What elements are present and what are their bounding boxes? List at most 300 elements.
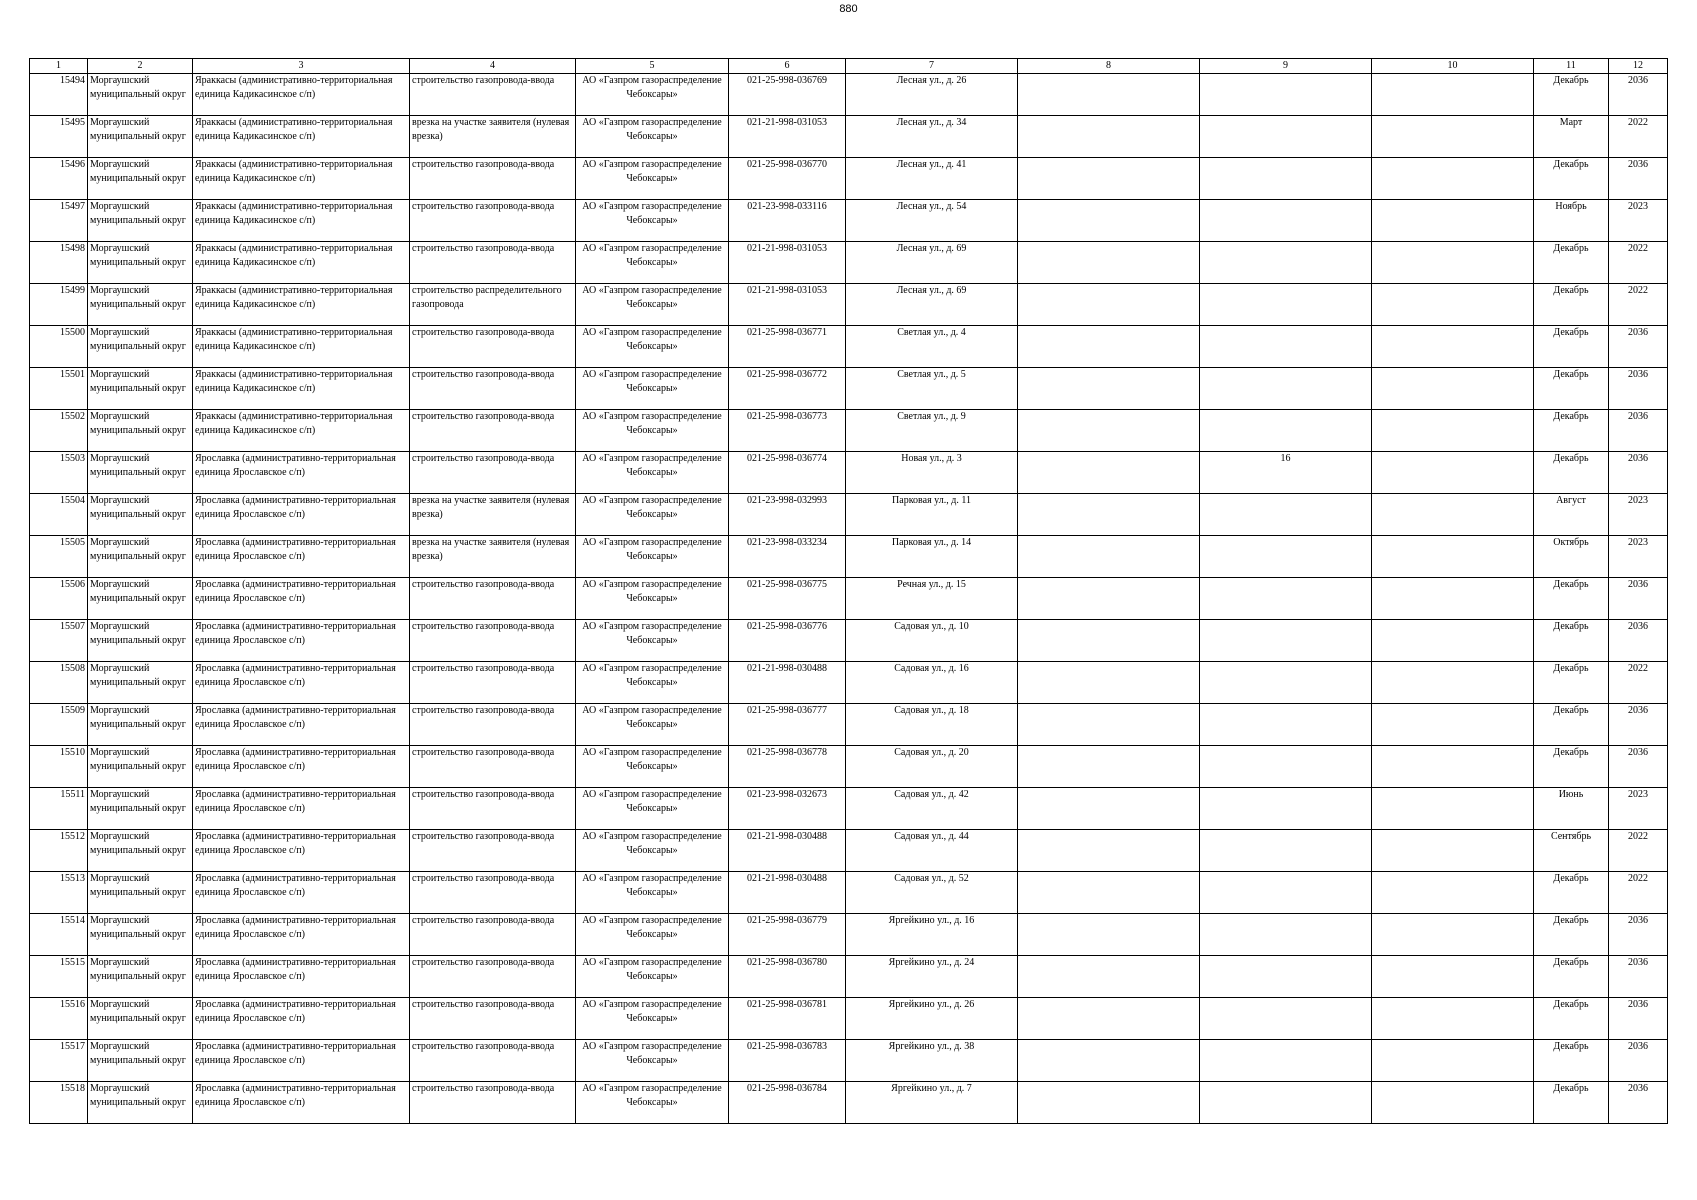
locality-cell	[193, 536, 410, 578]
column-8-cell-text	[1020, 746, 1197, 787]
address-cell-text: Лесная ул., д. 69	[896, 285, 967, 296]
work-type-cell	[410, 1040, 576, 1082]
row-number-cell-text: 15515	[60, 957, 85, 968]
row-number-cell	[30, 914, 88, 956]
locality-cell	[193, 998, 410, 1040]
organization-cell	[576, 1082, 729, 1124]
district-cell-text: Моргаушский муниципальный округ	[90, 663, 186, 688]
year-cell	[1609, 74, 1668, 116]
column-8-cell-text	[1020, 872, 1197, 913]
locality-cell	[193, 1082, 410, 1124]
locality-cell	[193, 914, 410, 956]
table-row	[30, 914, 1668, 956]
column-10-cell	[1372, 200, 1534, 242]
table-row	[30, 578, 1668, 620]
row-number-cell	[30, 704, 88, 746]
column-10-cell-text	[1374, 116, 1531, 157]
locality-cell-text: Ярославка (административно-территориальная единица Ярославское с/п)	[195, 915, 396, 940]
month-cell	[1534, 1040, 1609, 1082]
work-type-cell-text: строительство распределительного газопровода	[412, 285, 562, 310]
code-cell-text: 021-21-998-030488	[747, 873, 827, 884]
year-cell	[1609, 410, 1668, 452]
organization-cell-text: АО «Газпром газораспределение Чебоксары»	[582, 327, 722, 352]
column-8-cell-text	[1020, 116, 1197, 157]
column-9-cell-text	[1202, 914, 1369, 955]
district-cell-text: Моргаушский муниципальный округ	[90, 285, 186, 310]
column-9-cell-text	[1202, 662, 1369, 703]
code-cell	[729, 578, 846, 620]
district-cell-text: Моргаушский муниципальный округ	[90, 747, 186, 772]
locality-cell	[193, 620, 410, 662]
column-8-cell-text	[1020, 1082, 1197, 1123]
column-9-cell	[1200, 704, 1372, 746]
column-8-cell	[1018, 578, 1200, 620]
column-8-cell-text	[1020, 1040, 1197, 1081]
district-cell	[88, 74, 193, 116]
work-type-cell	[410, 578, 576, 620]
district-cell-text: Моргаушский муниципальный округ	[90, 537, 186, 562]
locality-cell-text: Ярославка (административно-территориальная единица Ярославское с/п)	[195, 747, 396, 772]
column-8-cell	[1018, 74, 1200, 116]
row-number-cell-text: 15499	[60, 285, 85, 296]
district-cell	[88, 704, 193, 746]
column-10-cell	[1372, 830, 1534, 872]
column-header-11: 11	[1534, 59, 1609, 74]
month-cell-text: Август	[1556, 495, 1586, 506]
row-number-cell-text: 15514	[60, 915, 85, 926]
month-cell	[1534, 746, 1609, 788]
work-type-cell-text: строительство газопровода-ввода	[412, 915, 555, 926]
locality-cell	[193, 116, 410, 158]
work-type-cell-text: строительство газопровода-ввода	[412, 1083, 555, 1094]
column-9-cell	[1200, 998, 1372, 1040]
month-cell	[1534, 578, 1609, 620]
year-cell	[1609, 662, 1668, 704]
row-number-cell-text: 15498	[60, 243, 85, 254]
work-type-cell	[410, 872, 576, 914]
column-10-cell-text	[1374, 914, 1531, 955]
column-8-cell	[1018, 452, 1200, 494]
year-cell-text: 2036	[1628, 1041, 1648, 1052]
column-9-cell	[1200, 494, 1372, 536]
month-cell	[1534, 914, 1609, 956]
table-row	[30, 704, 1668, 746]
row-number-cell-text: 15505	[60, 537, 85, 548]
locality-cell-text: Ярославка (административно-территориальная единица Ярославское с/п)	[195, 663, 396, 688]
column-8-cell	[1018, 116, 1200, 158]
column-8-cell-text	[1020, 368, 1197, 409]
code-cell	[729, 872, 846, 914]
locality-cell	[193, 368, 410, 410]
district-cell-text: Моргаушский муниципальный округ	[90, 369, 186, 394]
table-row	[30, 872, 1668, 914]
work-type-cell-text: строительство газопровода-ввода	[412, 1041, 555, 1052]
locality-cell	[193, 662, 410, 704]
address-cell	[846, 158, 1018, 200]
locality-cell-text: Ярославка (административно-территориальная единица Ярославское с/п)	[195, 873, 396, 898]
locality-cell-text: Яраккасы (административно-территориальная единица Кадикасинское с/п)	[195, 159, 393, 184]
work-type-cell-text: строительство газопровода-ввода	[412, 747, 555, 758]
month-cell	[1534, 788, 1609, 830]
column-8-cell	[1018, 662, 1200, 704]
column-9-cell	[1200, 242, 1372, 284]
column-10-cell-text	[1374, 662, 1531, 703]
code-cell-text: 021-25-998-036774	[747, 453, 827, 464]
code-cell-text: 021-25-998-036784	[747, 1083, 827, 1094]
year-cell-text: 2036	[1628, 369, 1648, 380]
column-9-cell	[1200, 662, 1372, 704]
organization-cell	[576, 200, 729, 242]
district-cell-text: Моргаушский муниципальный округ	[90, 915, 186, 940]
locality-cell	[193, 158, 410, 200]
column-10-cell	[1372, 620, 1534, 662]
organization-cell-text: АО «Газпром газораспределение Чебоксары»	[582, 999, 722, 1024]
locality-cell-text: Ярославка (административно-территориальная единица Ярославское с/п)	[195, 495, 396, 520]
column-header-8: 8	[1018, 59, 1200, 74]
district-cell	[88, 914, 193, 956]
column-9-cell-text	[1202, 326, 1369, 367]
column-10-cell	[1372, 1040, 1534, 1082]
address-cell-text: Садовая ул., д. 18	[894, 705, 969, 716]
locality-cell	[193, 746, 410, 788]
address-cell	[846, 620, 1018, 662]
code-cell	[729, 1082, 846, 1124]
year-cell	[1609, 368, 1668, 410]
organization-cell-text: АО «Газпром газораспределение Чебоксары»	[582, 117, 722, 142]
column-8-cell	[1018, 956, 1200, 998]
district-cell-text: Моргаушский муниципальный округ	[90, 621, 186, 646]
address-cell	[846, 368, 1018, 410]
work-type-cell	[410, 788, 576, 830]
month-cell-text: Декабрь	[1553, 327, 1589, 338]
row-number-cell-text: 15517	[60, 1041, 85, 1052]
month-cell	[1534, 872, 1609, 914]
code-cell	[729, 116, 846, 158]
column-header-10: 10	[1372, 59, 1534, 74]
column-8-cell	[1018, 914, 1200, 956]
work-type-cell	[410, 452, 576, 494]
locality-cell-text: Ярославка (административно-территориальная единица Ярославское с/п)	[195, 453, 396, 478]
column-10-cell-text	[1374, 494, 1531, 535]
district-cell-text: Моргаушский муниципальный округ	[90, 873, 186, 898]
locality-cell	[193, 452, 410, 494]
month-cell	[1534, 242, 1609, 284]
column-10-cell	[1372, 326, 1534, 368]
table-row	[30, 956, 1668, 998]
locality-cell-text: Ярославка (административно-территориальная единица Ярославское с/п)	[195, 621, 396, 646]
year-cell	[1609, 1040, 1668, 1082]
table-row	[30, 242, 1668, 284]
year-cell-text: 2022	[1628, 243, 1648, 254]
organization-cell	[576, 830, 729, 872]
column-10-cell-text	[1374, 410, 1531, 451]
work-type-cell	[410, 746, 576, 788]
organization-cell	[576, 578, 729, 620]
code-cell	[729, 368, 846, 410]
code-cell-text: 021-25-998-036781	[747, 999, 827, 1010]
column-8-cell	[1018, 788, 1200, 830]
row-number-cell	[30, 998, 88, 1040]
column-10-cell-text	[1374, 998, 1531, 1039]
row-number-cell	[30, 872, 88, 914]
year-cell-text: 2036	[1628, 327, 1648, 338]
code-cell	[729, 830, 846, 872]
address-cell-text: Яргейкино ул., д. 26	[888, 999, 975, 1010]
row-number-cell	[30, 830, 88, 872]
locality-cell-text: Ярославка (административно-территориальная единица Ярославское с/п)	[195, 579, 396, 604]
work-type-cell-text: строительство газопровода-ввода	[412, 999, 555, 1010]
column-8-cell	[1018, 410, 1200, 452]
column-9-cell-text	[1202, 578, 1369, 619]
district-cell	[88, 536, 193, 578]
column-9-cell	[1200, 284, 1372, 326]
locality-cell-text: Ярославка (административно-территориальная единица Ярославское с/п)	[195, 705, 396, 730]
organization-cell-text: АО «Газпром газораспределение Чебоксары»	[582, 831, 722, 856]
row-number-cell-text: 15512	[60, 831, 85, 842]
column-10-cell-text	[1374, 578, 1531, 619]
column-8-cell-text	[1020, 536, 1197, 577]
code-cell-text: 021-21-998-031053	[747, 243, 827, 254]
column-10-cell	[1372, 956, 1534, 998]
column-9-cell-text	[1202, 410, 1369, 451]
code-cell	[729, 704, 846, 746]
column-10-cell	[1372, 368, 1534, 410]
row-number-cell	[30, 410, 88, 452]
locality-cell-text: Ярославка (административно-территориальная единица Ярославское с/п)	[195, 537, 396, 562]
table-row	[30, 494, 1668, 536]
work-type-cell-text: врезка на участке заявителя (нулевая врезка)	[412, 495, 570, 520]
column-10-cell	[1372, 410, 1534, 452]
year-cell	[1609, 704, 1668, 746]
column-9-cell-text	[1202, 494, 1369, 535]
address-cell	[846, 578, 1018, 620]
address-cell	[846, 872, 1018, 914]
row-number-cell	[30, 368, 88, 410]
locality-cell	[193, 830, 410, 872]
work-type-cell-text: строительство газопровода-ввода	[412, 411, 555, 422]
column-9-cell	[1200, 536, 1372, 578]
column-9-cell	[1200, 368, 1372, 410]
year-cell-text: 2023	[1628, 495, 1648, 506]
year-cell	[1609, 242, 1668, 284]
row-number-cell	[30, 1040, 88, 1082]
column-9-cell-text	[1202, 116, 1369, 157]
table-row	[30, 368, 1668, 410]
month-cell-text: Декабрь	[1553, 915, 1589, 926]
year-cell	[1609, 536, 1668, 578]
organization-cell	[576, 410, 729, 452]
row-number-cell	[30, 746, 88, 788]
organization-cell	[576, 662, 729, 704]
month-cell-text: Декабрь	[1553, 285, 1589, 296]
code-cell	[729, 620, 846, 662]
column-10-cell-text	[1374, 746, 1531, 787]
column-9-cell	[1200, 326, 1372, 368]
address-cell-text: Садовая ул., д. 52	[894, 873, 969, 884]
work-type-cell	[410, 914, 576, 956]
locality-cell	[193, 284, 410, 326]
work-type-cell-text: строительство газопровода-ввода	[412, 159, 555, 170]
month-cell	[1534, 494, 1609, 536]
work-type-cell	[410, 200, 576, 242]
column-9-cell	[1200, 200, 1372, 242]
year-cell	[1609, 494, 1668, 536]
column-8-cell-text	[1020, 242, 1197, 283]
row-number-cell-text: 15494	[60, 75, 85, 86]
month-cell-text: Декабрь	[1553, 957, 1589, 968]
row-number-cell-text: 15497	[60, 201, 85, 212]
column-10-cell	[1372, 998, 1534, 1040]
column-9-cell-text	[1202, 1040, 1369, 1081]
code-cell	[729, 746, 846, 788]
column-9-cell-text	[1202, 830, 1369, 871]
locality-cell-text: Яраккасы (административно-территориальная единица Кадикасинское с/п)	[195, 243, 393, 268]
locality-cell	[193, 200, 410, 242]
work-type-cell	[410, 620, 576, 662]
table-row	[30, 536, 1668, 578]
column-9-cell-text	[1202, 536, 1369, 577]
column-10-cell	[1372, 284, 1534, 326]
month-cell-text: Июнь	[1558, 789, 1584, 800]
year-cell	[1609, 158, 1668, 200]
column-8-cell	[1018, 704, 1200, 746]
locality-cell-text: Яраккасы (административно-территориальная единица Кадикасинское с/п)	[195, 75, 393, 100]
organization-cell	[576, 620, 729, 662]
month-cell	[1534, 452, 1609, 494]
month-cell	[1534, 116, 1609, 158]
column-8-cell	[1018, 1082, 1200, 1124]
locality-cell	[193, 74, 410, 116]
month-cell	[1534, 200, 1609, 242]
address-cell	[846, 704, 1018, 746]
address-cell-text: Парковая ул., д. 14	[891, 537, 972, 548]
work-type-cell	[410, 74, 576, 116]
column-10-cell-text	[1374, 326, 1531, 367]
code-cell-text: 021-21-998-031053	[747, 285, 827, 296]
column-8-cell-text	[1020, 830, 1197, 871]
work-type-cell-text: строительство газопровода-ввода	[412, 789, 555, 800]
address-cell-text: Садовая ул., д. 20	[894, 747, 969, 758]
row-number-cell	[30, 116, 88, 158]
column-8-cell	[1018, 872, 1200, 914]
address-cell	[846, 74, 1018, 116]
work-type-cell	[410, 116, 576, 158]
column-9-cell-text	[1202, 200, 1369, 241]
locality-cell-text: Ярославка (административно-территориальная единица Ярославское с/п)	[195, 957, 396, 982]
table-row	[30, 158, 1668, 200]
year-cell-text: 2023	[1628, 537, 1648, 548]
code-cell-text: 021-25-998-036778	[747, 747, 827, 758]
address-cell	[846, 914, 1018, 956]
column-8-cell-text	[1020, 914, 1197, 955]
locality-cell	[193, 410, 410, 452]
column-10-cell	[1372, 494, 1534, 536]
work-type-cell	[410, 662, 576, 704]
district-cell-text: Моргаушский муниципальный округ	[90, 705, 186, 730]
column-header-5: 5	[576, 59, 729, 74]
row-number-cell	[30, 158, 88, 200]
district-cell-text: Моргаушский муниципальный округ	[90, 159, 186, 184]
address-cell	[846, 830, 1018, 872]
column-9-cell	[1200, 956, 1372, 998]
address-cell	[846, 326, 1018, 368]
district-cell	[88, 368, 193, 410]
column-10-cell-text	[1374, 872, 1531, 913]
district-cell-text: Моргаушский муниципальный округ	[90, 831, 186, 856]
year-cell	[1609, 830, 1668, 872]
organization-cell-text: АО «Газпром газораспределение Чебоксары»	[582, 873, 722, 898]
organization-cell	[576, 74, 729, 116]
year-cell	[1609, 998, 1668, 1040]
month-cell	[1534, 326, 1609, 368]
code-cell-text: 021-21-998-030488	[747, 663, 827, 674]
address-cell-text: Лесная ул., д. 54	[896, 201, 967, 212]
locality-cell-text: Ярославка (административно-территориальная единица Ярославское с/п)	[195, 999, 396, 1024]
year-cell	[1609, 620, 1668, 662]
column-9-cell-text	[1202, 956, 1369, 997]
column-10-cell-text	[1374, 452, 1531, 493]
address-cell-text: Лесная ул., д. 34	[896, 117, 967, 128]
locality-cell-text: Яраккасы (административно-территориальная единица Кадикасинское с/п)	[195, 285, 393, 310]
code-cell	[729, 998, 846, 1040]
organization-cell-text: АО «Газпром газораспределение Чебоксары»	[582, 159, 722, 184]
column-10-cell	[1372, 578, 1534, 620]
column-8-cell	[1018, 284, 1200, 326]
column-9-cell	[1200, 1082, 1372, 1124]
column-9-cell	[1200, 410, 1372, 452]
locality-cell	[193, 956, 410, 998]
column-8-cell	[1018, 746, 1200, 788]
column-9-cell-text	[1202, 74, 1369, 115]
organization-cell-text: АО «Газпром газораспределение Чебоксары»	[582, 1041, 722, 1066]
code-cell-text: 021-25-998-036776	[747, 621, 827, 632]
locality-cell-text: Ярославка (административно-территориальная единица Ярославское с/п)	[195, 831, 396, 856]
organization-cell	[576, 452, 729, 494]
column-8-cell-text	[1020, 452, 1197, 493]
district-cell-text: Моргаушский муниципальный округ	[90, 201, 186, 226]
work-type-cell	[410, 368, 576, 410]
code-cell-text: 021-25-998-036775	[747, 579, 827, 590]
district-cell	[88, 746, 193, 788]
column-10-cell-text	[1374, 1082, 1531, 1123]
address-cell	[846, 200, 1018, 242]
work-type-cell-text: врезка на участке заявителя (нулевая врезка)	[412, 537, 570, 562]
month-cell-text: Ноябрь	[1555, 201, 1587, 212]
organization-cell-text: АО «Газпром газораспределение Чебоксары»	[582, 75, 722, 100]
address-cell-text: Садовая ул., д. 44	[894, 831, 969, 842]
code-cell-text: 021-23-998-032673	[747, 789, 827, 800]
code-cell-text: 021-25-998-036770	[747, 159, 827, 170]
column-8-cell	[1018, 494, 1200, 536]
row-number-cell-text: 15495	[60, 117, 85, 128]
column-10-cell	[1372, 158, 1534, 200]
column-10-cell-text	[1374, 1040, 1531, 1081]
work-type-cell	[410, 158, 576, 200]
address-cell-text: Садовая ул., д. 42	[894, 789, 969, 800]
column-9-cell-text	[1202, 368, 1369, 409]
column-8-cell-text	[1020, 200, 1197, 241]
column-8-cell-text	[1020, 326, 1197, 367]
month-cell-text: Декабрь	[1553, 75, 1589, 86]
address-cell-text: Парковая ул., д. 11	[892, 495, 971, 506]
column-8-cell-text	[1020, 578, 1197, 619]
code-cell	[729, 788, 846, 830]
column-10-cell-text	[1374, 242, 1531, 283]
work-type-cell-text: строительство газопровода-ввода	[412, 327, 555, 338]
column-8-cell-text	[1020, 788, 1197, 829]
column-8-cell	[1018, 200, 1200, 242]
year-cell	[1609, 1082, 1668, 1124]
